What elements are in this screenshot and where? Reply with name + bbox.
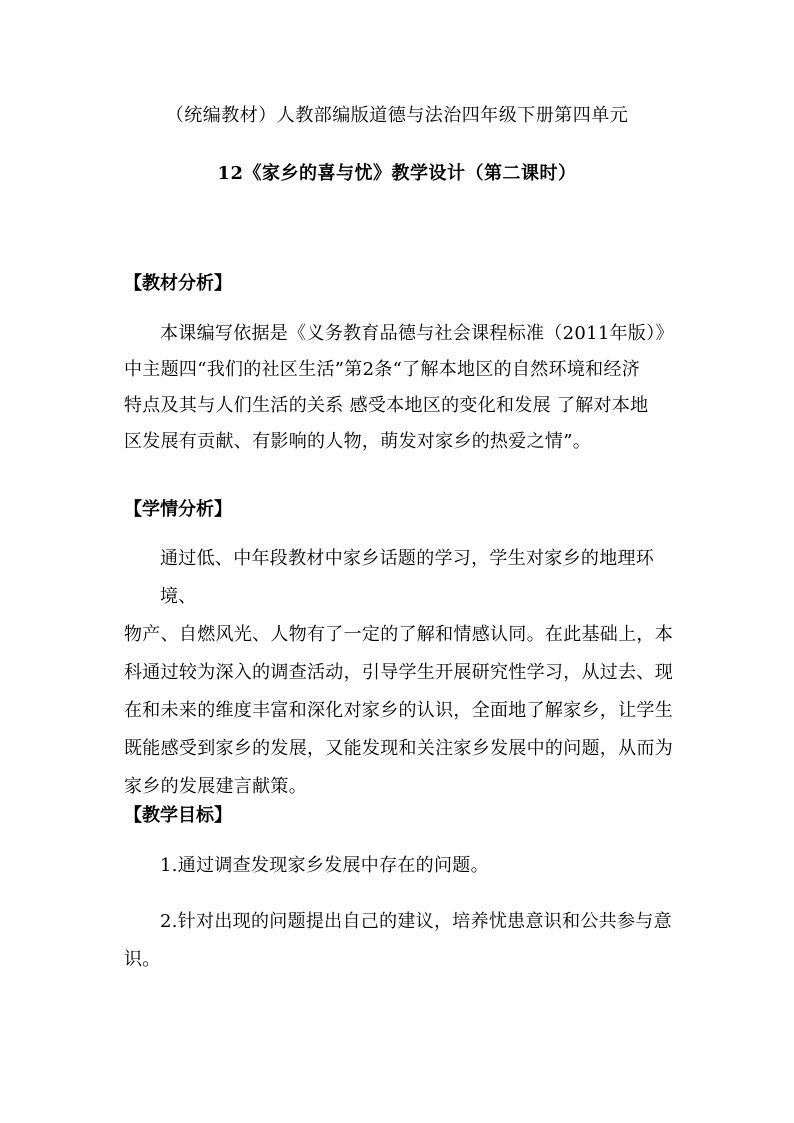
section-heading: 【学情分析】	[124, 499, 232, 520]
paragraph-line: 特点及其与人们生活的关系 感受本地区的变化和发展 了解对本地	[124, 395, 649, 416]
paragraph-line: 通过低、中年段教材中家乡话题的学习，学生对家乡的地理环境、	[160, 548, 655, 607]
lesson-title: 12《家乡的喜与忧》教学设计（第二课时）	[217, 163, 577, 184]
material-analysis-text	[124, 316, 684, 460]
paragraph-line: 本课编写依据是《义务教育品德与社会课程标准（2011年版）》	[160, 323, 674, 344]
section-heading: 【教学目标】	[124, 805, 232, 826]
section-student-analysis	[124, 498, 684, 522]
paragraph-line: 物产、自燃风光、人物有了一定的了解和情感认同。在此基础上，本	[124, 624, 673, 645]
paragraph-line: 既能感受到家乡的发展，又能发现和关注家乡发展中的问题，从而为	[124, 738, 673, 759]
paragraph-line: 中主题四“我们的社区生活”第2条“了解本地区的自然环境和经济	[124, 359, 641, 380]
paragraph-line: 科通过较为深入的调查活动，引导学生开展研究性学习，从过去、现	[124, 662, 673, 683]
section-teaching-goals	[124, 804, 684, 828]
goal-item: 1.通过调查发现家乡发展中存在的问题。	[160, 855, 489, 876]
student-analysis-text	[124, 540, 684, 806]
goal-item-continued: 识。	[124, 949, 161, 970]
paragraph-line: 在和未来的维度丰富和深化对家乡的认识，全面地了解家乡，让学生	[124, 700, 673, 721]
goal-item: 2.针对出现的问题提出自己的建议，培养忧患意识和公共参与意	[160, 911, 672, 932]
paragraph-line: 家乡的发展建言献策。	[124, 776, 307, 797]
section-material-analysis	[124, 272, 684, 296]
document-title: （统编教材）人教部编版道德与法治四年级下册第四单元	[165, 105, 629, 126]
teaching-goals-list	[124, 848, 684, 978]
paragraph-line: 区发展有贡献、有影响的人物，萌发对家乡的热爱之情”。	[124, 431, 591, 452]
section-heading: 【教材分析】	[124, 273, 232, 294]
